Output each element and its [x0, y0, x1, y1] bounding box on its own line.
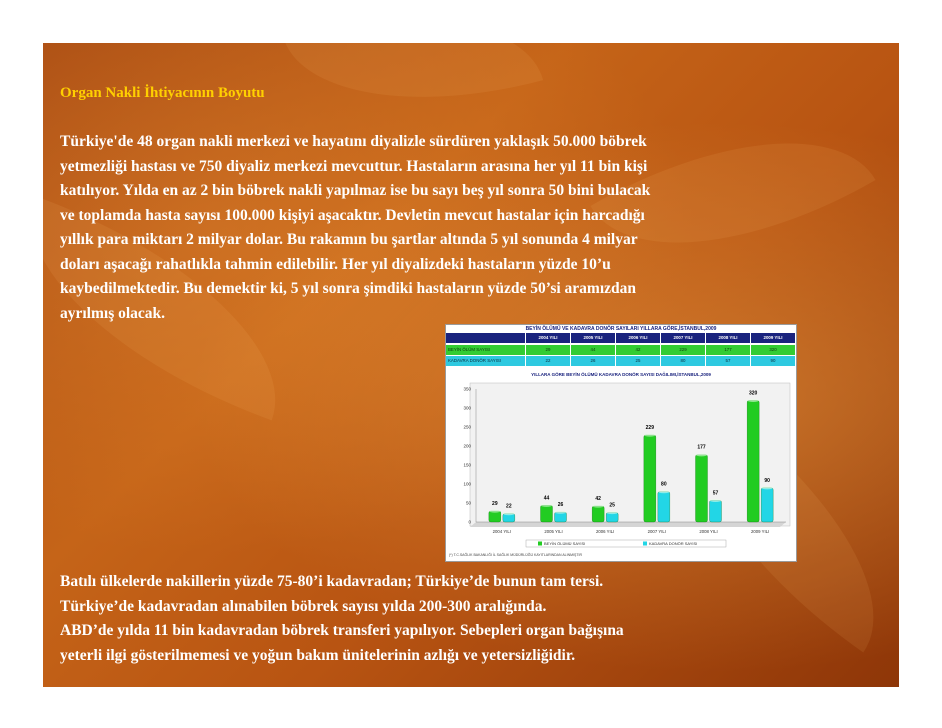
bottom-line: yeterli ilgi gösterilmemesi ve yoğun bakım ünitelerinin azlığı ve yetersizliğidir.: [60, 646, 576, 664]
table-header-cell: 2009 YILI: [751, 333, 796, 343]
body-line: katılıyor. Yılda en az 2 bin böbrek nakli yapılmaz ise bu sayı beş yıl sonra 50 bini bulacak: [60, 182, 651, 199]
table-cell: 80: [661, 356, 706, 366]
y-tick-label: 100: [463, 481, 471, 487]
bar: [489, 511, 501, 522]
bar-cap: [541, 504, 553, 507]
bar-cap: [710, 499, 722, 502]
body-line: ayrılmış olacak.: [60, 304, 166, 322]
data-label: 25: [609, 502, 615, 509]
legend-label: KADAVRA DONÖR SAYISI: [649, 541, 698, 546]
x-tick-label: 2004 YILI: [492, 529, 511, 534]
body-line: Türkiye'de 48 organ nakli merkezi ve hayatını diyalizle sürdüren yaklaşık 50.000 böbrek: [60, 133, 647, 150]
data-label: 42: [595, 496, 601, 503]
body-line: doları aşacağı rahatlıkla tahmin edilebilir. Her yıl diyalizdeki hastaların yüzde 10’u: [60, 255, 611, 273]
table-cell: 29: [526, 345, 571, 355]
bar-cap: [761, 486, 773, 489]
y-tick-label: 200: [463, 443, 471, 449]
table-cell: 26: [571, 356, 616, 366]
chart-title: YILLARA GÖRE BEYİN ÖLÜMÜ KADAVRA DONÖR SAYISI DAĞILIMI,İSTANBUL,2009: [531, 372, 711, 377]
bar-cap: [503, 512, 515, 515]
legend-swatch: [538, 542, 542, 546]
x-tick-label: 2005 YILI: [544, 529, 563, 534]
table-header-cell: 2006 YILI: [616, 333, 661, 343]
table-cell: 57: [706, 356, 751, 366]
x-tick-label: 2009 YILI: [751, 529, 770, 534]
plot-floor: [468, 519, 786, 527]
table-header-cell: 2004 YILI: [526, 333, 571, 343]
table-header-cell: 2005 YILI: [571, 333, 616, 343]
x-tick-label: 2008 YILI: [699, 529, 718, 534]
table-cell: BEYİN ÖLÜM SAYISI: [446, 345, 526, 355]
x-tick-label: 2007 YILI: [647, 529, 666, 534]
chart-footnote: (*) T.C.SAĞLIK BAKANLIĞI İL SAĞLIK MÜDÜRLÜĞÜ KAYITLARINDAN ALINMIŞTIR: [449, 553, 582, 557]
table-cell: 25: [616, 356, 661, 366]
bottom-line: Türkiye’de kadavradan alınabilen böbrek sayısı yılda 200-300 aralığında.: [60, 597, 547, 615]
bottom-paragraph: [60, 570, 624, 668]
table-header-cell: 2008 YILI: [706, 333, 751, 343]
table-cell: 229: [661, 345, 706, 355]
slide-background: [43, 43, 899, 687]
data-label: 177: [697, 444, 706, 451]
table-cell: 177: [706, 345, 751, 355]
y-tick-label: 0: [468, 519, 471, 525]
data-label: 80: [661, 481, 667, 488]
data-label: 29: [492, 500, 498, 507]
y-tick-label: 350: [463, 386, 471, 392]
bar-cap: [592, 504, 604, 507]
legend-swatch: [643, 542, 647, 546]
y-tick-label: 50: [465, 500, 471, 506]
data-label: 44: [543, 495, 550, 502]
table-title: BEYİN ÖLÜMÜ VE KADAVRA DONÖR SAYILARI YILLARA GÖRE,İSTANBUL,2009: [525, 326, 717, 332]
bottom-line: ABD’de yılda 11 bin kadavradan böbrek transferi yapılıyor. Sebepleri organ bağışına: [60, 622, 624, 639]
y-tick-label: 150: [463, 462, 471, 468]
slide-title: Organ Nakli İhtiyacının Boyutu: [60, 85, 265, 101]
data-label: 90: [764, 477, 770, 484]
data-label: 229: [645, 424, 655, 431]
bar: [644, 435, 656, 522]
bar-cap: [489, 509, 501, 512]
legend-label: BEYİN ÖLÜMÜ SAYISI: [544, 541, 586, 546]
bar: [696, 455, 708, 522]
bar: [592, 506, 604, 522]
bar: [761, 488, 773, 522]
bar: [710, 500, 722, 522]
bar: [747, 400, 759, 522]
bar-cap: [644, 433, 656, 436]
chart-panel: [445, 324, 797, 562]
bar-cap: [555, 511, 567, 514]
data-label: 320: [748, 390, 758, 397]
table-cell: 320: [751, 345, 796, 355]
data-label: 22: [506, 503, 512, 510]
bar-cap: [606, 511, 618, 514]
body-line: yetmezliği hastası ve 750 diyaliz merkezi mevcuttur. Hastaların arasına her yıl 11 bin kişi: [60, 157, 648, 175]
body-line: ve toplamda hasta sayısı 100.000 kişiyi aşacaktır. Devletin mevcut hastalar için harcadığı: [60, 206, 645, 224]
table-cell: 22: [526, 356, 571, 366]
table-cell: 44: [571, 345, 616, 355]
data-label: 26: [557, 502, 564, 509]
data-label: 57: [712, 490, 719, 497]
table-cell: 42: [616, 345, 661, 355]
body-line: yıllık para miktarı 2 milyar dolar. Bu rakamın bu şartlar altında 5 yıl sonunda 4 milyar: [60, 231, 638, 248]
bar: [658, 492, 670, 522]
y-tick-label: 250: [463, 424, 471, 430]
table-cell: 90: [751, 356, 796, 366]
bar-chart: [446, 325, 796, 561]
table-header-cell: 2007 YILI: [661, 333, 706, 343]
bar: [541, 505, 553, 522]
bar-cap: [747, 399, 759, 402]
x-tick-label: 2006 YILI: [596, 529, 615, 534]
body-paragraph: [60, 130, 880, 326]
plot-back-wall: [470, 383, 790, 526]
bar-cap: [696, 453, 708, 456]
y-tick-label: 300: [463, 405, 471, 411]
table-cell: KADAVRA DONÖR SAYISI: [446, 356, 526, 366]
leaf-decoration: [283, 43, 543, 142]
bar-cap: [658, 490, 670, 493]
body-line: kaybedilmektedir. Bu demektir ki, 5 yıl sonra şimdiki hastaların yüzde 50’si aramızdan: [60, 280, 636, 297]
bottom-line: Batılı ülkelerde nakillerin yüzde 75-80’i kadavradan; Türkiye’de bunun tam tersi.: [60, 573, 604, 590]
